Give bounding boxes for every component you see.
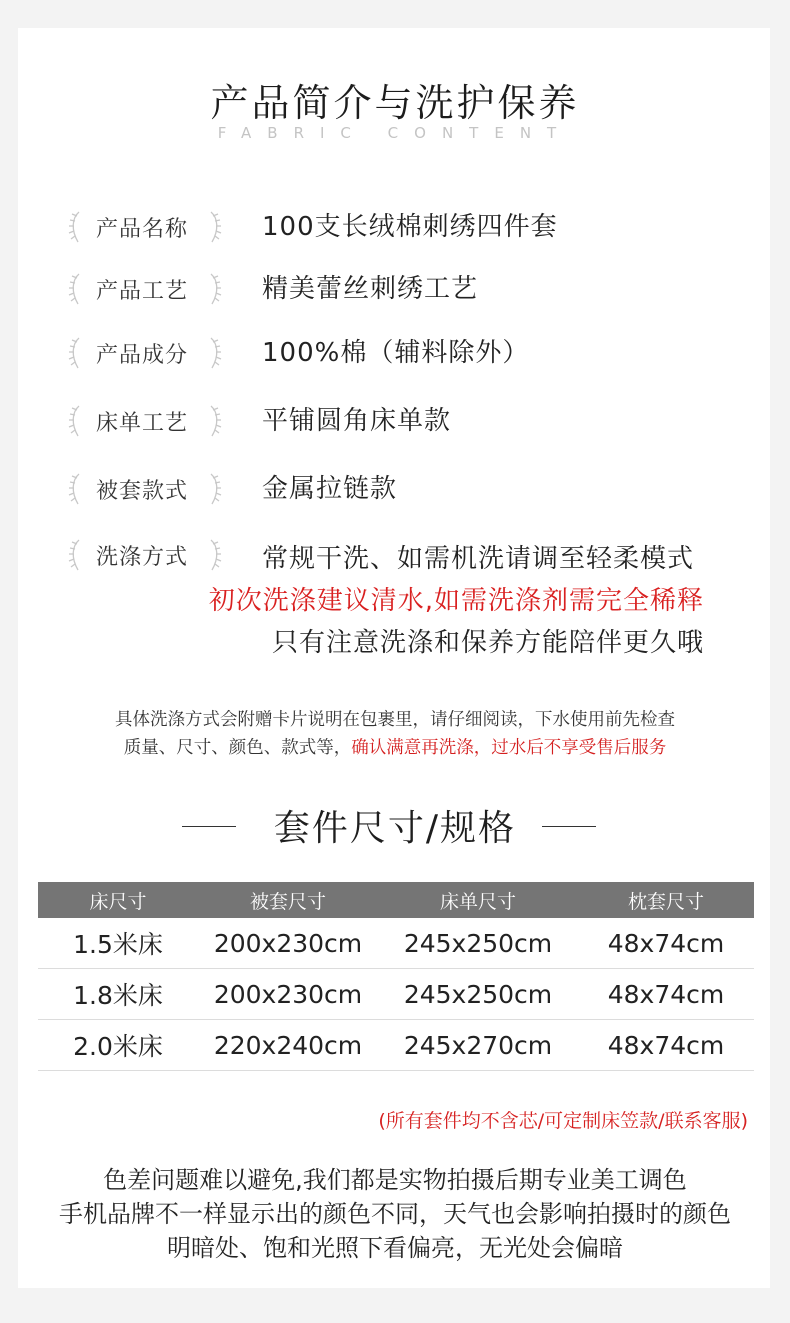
cell-sheet: 245x270cm (403, 1030, 553, 1060)
divider-right (542, 826, 596, 827)
disclaimer-line2: 手机品牌不一样显示出的颜色不同，天气也会影响拍摄时的颜色 (59, 1200, 731, 1228)
cell-cover: 200x230cm (213, 979, 363, 1009)
care-note-prefix: 质量、尺寸、颜色、款式等， (123, 738, 352, 758)
cell-bed: 2.0米床 (73, 1032, 163, 1061)
spec-value: 常规干洗、如需机洗请调至轻柔模式 (262, 544, 695, 574)
care-note-warning: 确认满意再洗涤，过水后不享受售后服务 (351, 738, 667, 758)
cell-pillow: 48x74cm (607, 979, 725, 1009)
spec-row-name (0, 206, 790, 246)
spec-value: 金属拉链款 (262, 474, 398, 504)
spec-row-material (0, 332, 790, 372)
spec-label: 产品工艺 (96, 279, 189, 304)
cell-cover: 200x230cm (213, 928, 363, 958)
spec-label: 洗涤方式 (96, 545, 189, 570)
spec-value: 平铺圆角床单款 (262, 406, 452, 436)
spec-row-sheet (0, 400, 790, 440)
laurel-right-icon (208, 210, 222, 244)
size-table (38, 882, 754, 1071)
cell-cover: 220x240cm (213, 1030, 363, 1060)
laurel-left-icon (68, 404, 82, 438)
size-footnote: (所有套件均不含芯/可定制床笠款/联系客服) (378, 1110, 748, 1132)
header-bed-size: 床尺寸 (89, 890, 147, 913)
laurel-right-icon (208, 538, 222, 572)
laurel-left-icon (68, 272, 82, 306)
size-section-title: 套件尺寸/规格 (273, 808, 517, 849)
laurel-left-icon (68, 472, 82, 506)
cell-sheet: 245x250cm (403, 979, 553, 1009)
disclaimer-line1: 色差问题难以避免,我们都是实物拍摄后期专业美工调色 (103, 1166, 687, 1194)
spec-value: 100支长绒棉刺绣四件套 (262, 212, 558, 242)
cell-bed: 1.5米床 (73, 930, 163, 959)
wash-note: 只有注意洗涤和保养方能陪伴更久哦 (271, 628, 704, 658)
page-title: 产品简介与洗护保养 (210, 81, 580, 125)
page-subtitle: FABRIC CONTENT (217, 124, 573, 142)
spec-row-craft (0, 268, 790, 308)
laurel-right-icon (208, 336, 222, 370)
laurel-right-icon (208, 472, 222, 506)
laurel-left-icon (68, 336, 82, 370)
care-note-line2 (0, 734, 790, 759)
table-row (38, 1020, 754, 1071)
spec-label: 产品名称 (96, 217, 189, 242)
header-pillow-size: 枕套尺寸 (627, 890, 704, 913)
table-row (38, 969, 754, 1020)
spec-label: 产品成分 (96, 343, 189, 368)
laurel-left-icon (68, 538, 82, 572)
table-row (38, 918, 754, 969)
cell-pillow: 48x74cm (607, 928, 725, 958)
laurel-right-icon (208, 404, 222, 438)
spec-label: 床单工艺 (96, 411, 189, 436)
spec-value: 精美蕾丝刺绣工艺 (262, 274, 479, 304)
header-sheet-size: 床单尺寸 (439, 890, 516, 913)
spec-label: 被套款式 (96, 479, 189, 504)
wash-note-red: 初次洗涤建议清水,如需洗涤剂需完全稀释 (208, 586, 704, 616)
spec-value: 100%棉（辅料除外） (262, 338, 530, 368)
header-cover-size: 被套尺寸 (249, 890, 326, 913)
laurel-left-icon (68, 210, 82, 244)
laurel-right-icon (208, 272, 222, 306)
spec-row-wash (0, 534, 790, 574)
table-header (38, 882, 754, 918)
cell-pillow: 48x74cm (607, 1030, 725, 1060)
cell-sheet: 245x250cm (403, 928, 553, 958)
cell-bed: 1.8米床 (73, 981, 163, 1010)
care-note-line1: 具体洗涤方式会附赠卡片说明在包裹里，请仔细阅读，下水使用前先检查 (115, 710, 675, 730)
spec-row-cover (0, 468, 790, 508)
disclaimer-line3: 明暗处、饱和光照下看偏亮，无光处会偏暗 (167, 1234, 623, 1262)
